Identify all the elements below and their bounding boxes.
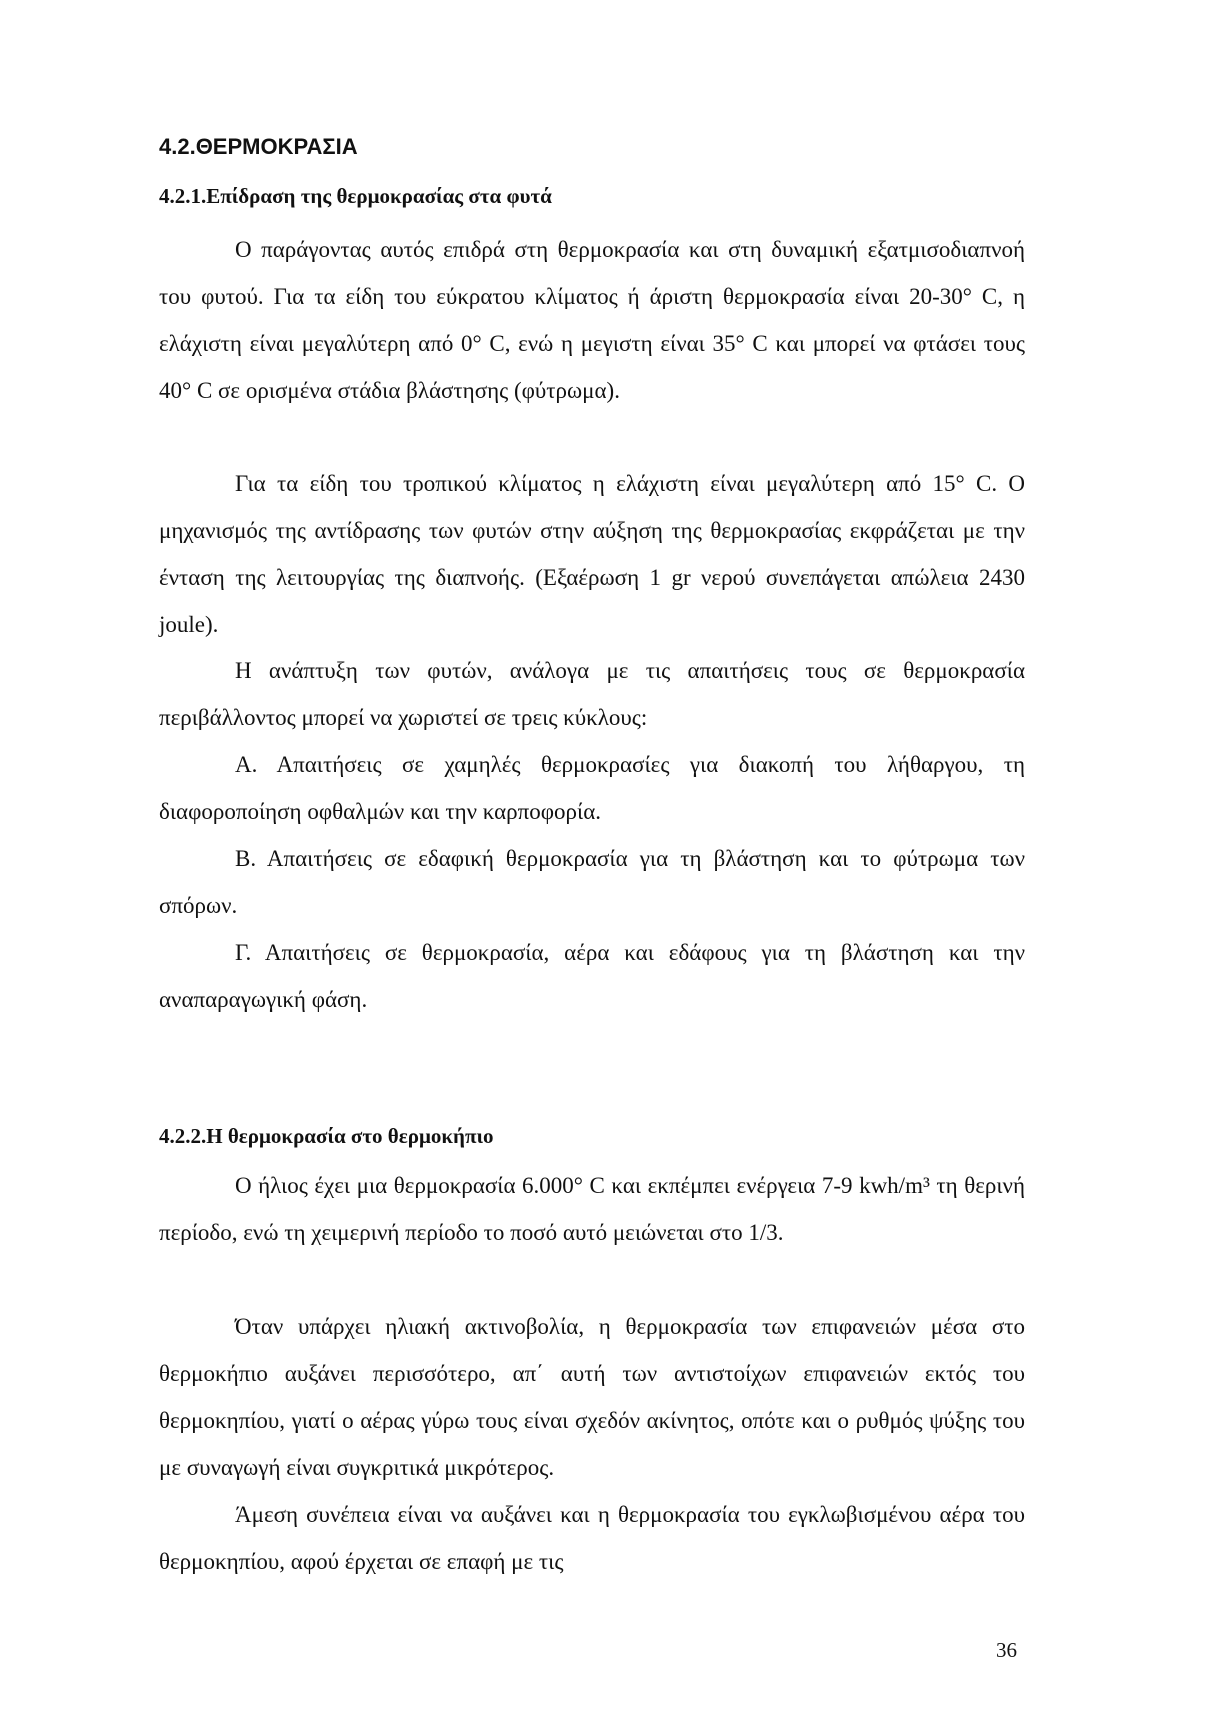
subsection-heading-2: 4.2.2.Η θερμοκρασία στο θερμοκήπιο [159,1124,494,1148]
paragraph-5: Όταν υπάρχει ηλιακή ακτινοβολία, η θερμοκρασία των επιφανειών μέσα στο θερμοκήπιο αυξάνει περισσότερο, απ΄ αυτή των αντιστοίχων επιφανειών εκτός του θερμοκηπίου, γιατί ο αέρας γύρω τους είναι σχεδόν ακίνητος, οπότε και ο ρυθμός ψύξης του με συναγωγή είναι συγκριτικά μικρότερος. [159,1314,1025,1480]
list-item-c: Γ. Απαιτήσεις σε θερμοκρασία, αέρα και εδάφους για τη βλάστηση και την αναπαραγωγική φάση. [159,940,1025,1012]
paragraph-4: Ο ήλιος έχει μια θερμοκρασία 6.000° C και εκπέμπει ενέργεια 7-9 kwh/m³ τη θερινή περίοδο, ενώ τη χειμερινή περίοδο το ποσό αυτό μειώνεται στο 1/3. [159,1173,1025,1245]
list-item-a: Α. Απαιτήσεις σε χαμηλές θερμοκρασίες για διακοπή του λήθαργου, τη διαφοροποίηση οφθαλμών και την καρποφορία. [159,752,1025,824]
page-number: 36 [996,1638,1017,1662]
paragraph-6: Άμεση συνέπεια είναι να αυξάνει και η θερμοκρασία του εγκλωβισμένου αέρα του θερμοκηπίου, αφού έρχεται σε επαφή με τις [159,1502,1025,1574]
section-heading: 4.2.ΘΕΡΜΟΚΡΑΣΙΑ [159,134,358,159]
subsection-heading-1: 4.2.1.Επίδραση της θερμοκρασίας στα φυτά [159,184,552,208]
paragraph-2: Για τα είδη του τροπικού κλίματος η ελάχιστη είναι μεγαλύτερη από 15° C. Ο μηχανισμός της αντίδρασης των φυτών στην αύξηση της θερμοκρασίας εκφράζεται με την ένταση της λειτουργίας της διαπνοής. (Εξαέρωση 1 gr νερού συνεπάγεται απώλεια 2430 joule). [159,471,1025,637]
paragraph-3: Η ανάπτυξη των φυτών, ανάλογα με τις απαιτήσεις τους σε θερμοκρασία περιβάλλοντος μπορεί να χωριστεί σε τρεις κύκλους: [159,658,1025,730]
list-item-b: Β. Απαιτήσεις σε εδαφική θερμοκρασία για τη βλάστηση και το φύτρωμα των σπόρων. [159,846,1025,918]
paragraph-1: Ο παράγοντας αυτός επιδρά στη θερμοκρασία και στη δυναμική εξατμισοδιαπνοή του φυτού. Για τα είδη του εύκρατου κλίματος ή άριστη θερμοκρασία είναι 20-30° C, η ελάχιστη είναι μεγαλύτερη από 0° C, ενώ η μεγιστη είναι 35° C και μπορεί να φτάσει τους 40° C σε ορισμένα στάδια βλάστησης (φύτρωμα). [159,237,1025,403]
